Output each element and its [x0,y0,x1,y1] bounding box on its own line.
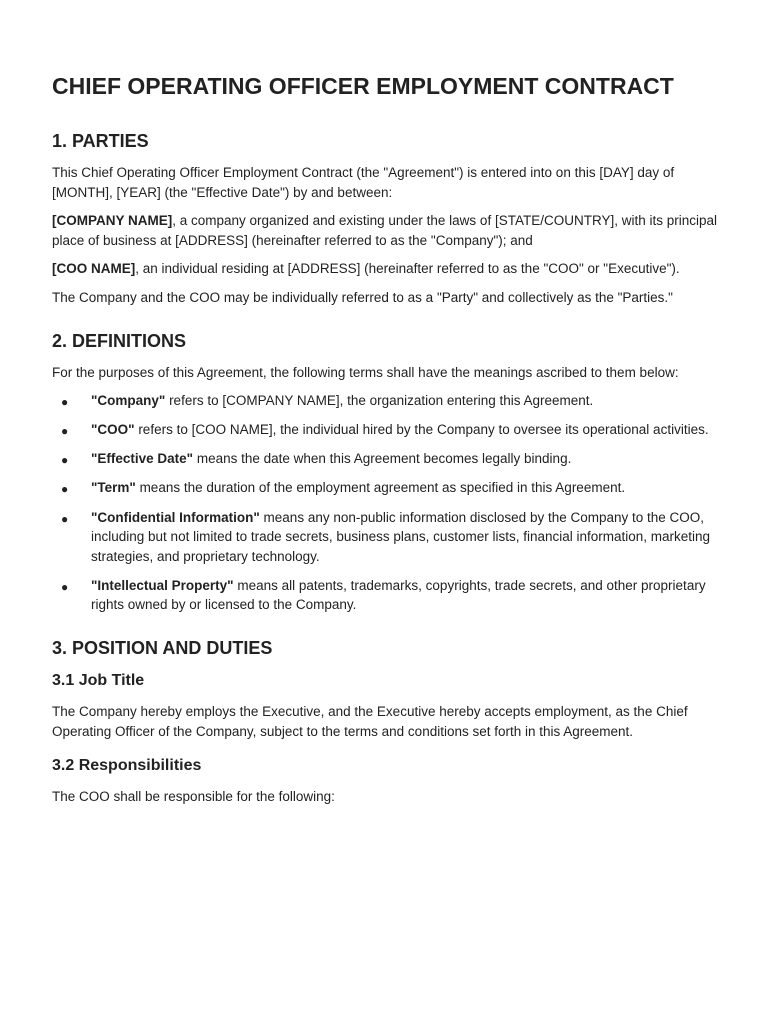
definition-term: "COO" [91,422,135,438]
subsection-responsibilities [52,755,720,807]
bullet-icon: ● [61,511,69,526]
subsection-heading-job-title: 3.1 Job Title [52,672,145,689]
definition-text: means the duration of the employment agreement as specified in this Agreement. [135,480,626,496]
list-item [52,449,720,469]
section-heading-definitions: 2. DEFINITIONS [52,330,187,351]
list-item [52,478,720,498]
coo-description: , an individual residing at [ADDRESS] (hereinafter referred to as the "COO" or "Executive"). [135,261,680,277]
subsection-job-title [52,670,720,741]
definition-text: means all patents, trademarks, copyrights, trade secrets, and other proprietary rights owned by or licensed to the Company. [91,577,706,613]
definition-term: "Intellectual Property" [91,577,234,593]
job-title-paragraph: The Company hereby employs the Executive, and the Executive hereby accepts employment, as the Chief Operating Officer of the Company, subject to the terms and conditions set forth in this Agreement. [52,704,688,739]
definition-term: "Effective Date" [91,451,194,467]
section-heading-parties: 1. PARTIES [52,131,149,151]
responsibilities-paragraph: The COO shall be responsible for the following: [52,789,335,805]
definition-text: means the date when this Agreement becomes legally binding. [193,451,572,467]
definition-term: "Term" [91,480,136,496]
parties-collective-paragraph: The Company and the COO may be individually referred to as a "Party" and collectively as the "Parties." [52,289,673,305]
section-heading-position: 3. POSITION AND DUTIES [52,638,273,658]
company-name-placeholder: [COMPANY NAME] [52,213,173,229]
bullet-icon: ● [61,395,69,410]
bullet-icon: ● [61,424,69,439]
definition-term: "Confidential Information" [91,509,260,525]
coo-name-placeholder: [COO NAME] [52,261,136,277]
parties-company-paragraph [52,211,720,250]
definition-term: "Company" [91,393,166,409]
company-description: , a company organized and existing under the laws of [STATE/COUNTRY], with its principal place of business at [ADDRESS] (hereinafter referred to as the "Company"); and [52,213,717,248]
definitions-list [52,391,720,615]
section-parties [52,129,720,308]
subsection-heading-responsibilities: 3.2 Responsibilities [52,757,202,775]
parties-coo-paragraph [52,259,720,279]
list-item [52,391,720,411]
definitions-intro-paragraph: For the purposes of this Agreement, the following terms shall have the meanings ascribed to them below: [52,364,679,380]
section-definitions [52,329,720,615]
section-position-and-duties [52,636,720,807]
bullet-icon: ● [61,453,69,468]
list-item [52,508,720,567]
definition-text: refers to [COO NAME], the individual hired by the Company to oversee its operational activities. [134,422,709,438]
definition-text: refers to [COMPANY NAME], the organization entering this Agreement. [165,393,594,409]
definition-text: means any non-public information disclosed by the Company to the COO, including but not limited to trade secrets, business plans, customer lists, financial information, marketing strategies, and proprietary technology. [91,509,711,564]
bullet-icon: ● [61,482,69,497]
list-item [52,576,720,615]
document-title: CHIEF OPERATING OFFICER EMPLOYMENT CONTRACT [52,73,674,99]
parties-intro-paragraph: This Chief Operating Officer Employment Contract (the "Agreement") is entered into on this [DAY] day of [MONTH], [YEAR] (the "Effective Date") by and between: [52,165,675,200]
list-item [52,420,720,440]
bullet-icon: ● [61,579,69,594]
